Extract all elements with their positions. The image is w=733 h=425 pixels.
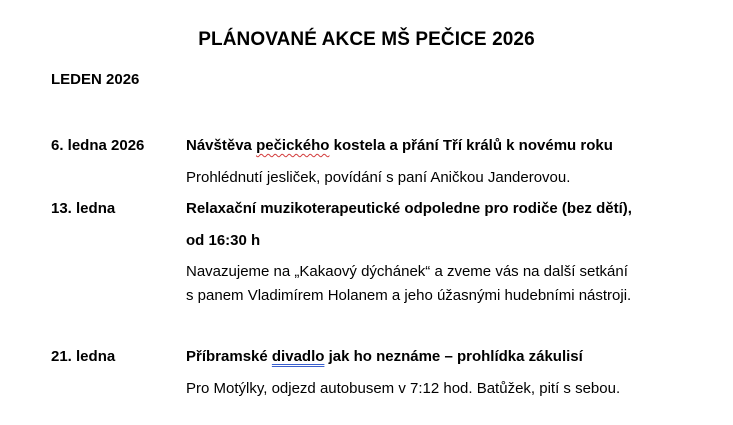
event-title-2-line1: Relaxační muzikoterapeutické odpoledne pro rodiče (bez dětí),: [186, 200, 632, 217]
month-heading: LEDEN 2026: [51, 71, 140, 88]
document-title: PLÁNOVANÉ AKCE MŠ PEČICE 2026: [198, 29, 535, 50]
event-date-2: 13. ledna: [51, 200, 116, 217]
event-title-1-part2: kostela a přání Tří králů k novému roku: [329, 137, 613, 154]
event-title-1-part1: Návštěva: [186, 137, 257, 154]
event-date-3: 21. ledna: [51, 348, 116, 365]
event-description-2-line2: s panem Vladimírem Holanem a jeho úžasnými hudebními nástroji.: [186, 287, 632, 304]
event-description-3: Pro Motýlky, odjezd autobusem v 7:12 hod. Batůžek, pití s sebou.: [186, 380, 621, 397]
event-title-3: [186, 348, 583, 365]
event-title-3-part2: jak ho neznáme – prohlídka zákulisí: [324, 348, 583, 365]
event-title-3-grammar-word: divadlo: [271, 348, 325, 365]
event-title-2-line2: od 16:30 h: [186, 232, 261, 249]
event-date-1: 6. ledna 2026: [51, 137, 145, 154]
event-description-2-line1: Navazujeme na „Kakaový dýchánek“ a zveme vás na další setkání: [186, 263, 628, 280]
event-description-1: Prohlédnutí jesliček, povídání s paní Aničkou Janderovou.: [186, 169, 571, 186]
event-title-1: [186, 137, 613, 154]
event-title-3-part1: Příbramské: [186, 348, 272, 365]
event-title-1-spellcheck-word: pečického: [256, 137, 330, 154]
